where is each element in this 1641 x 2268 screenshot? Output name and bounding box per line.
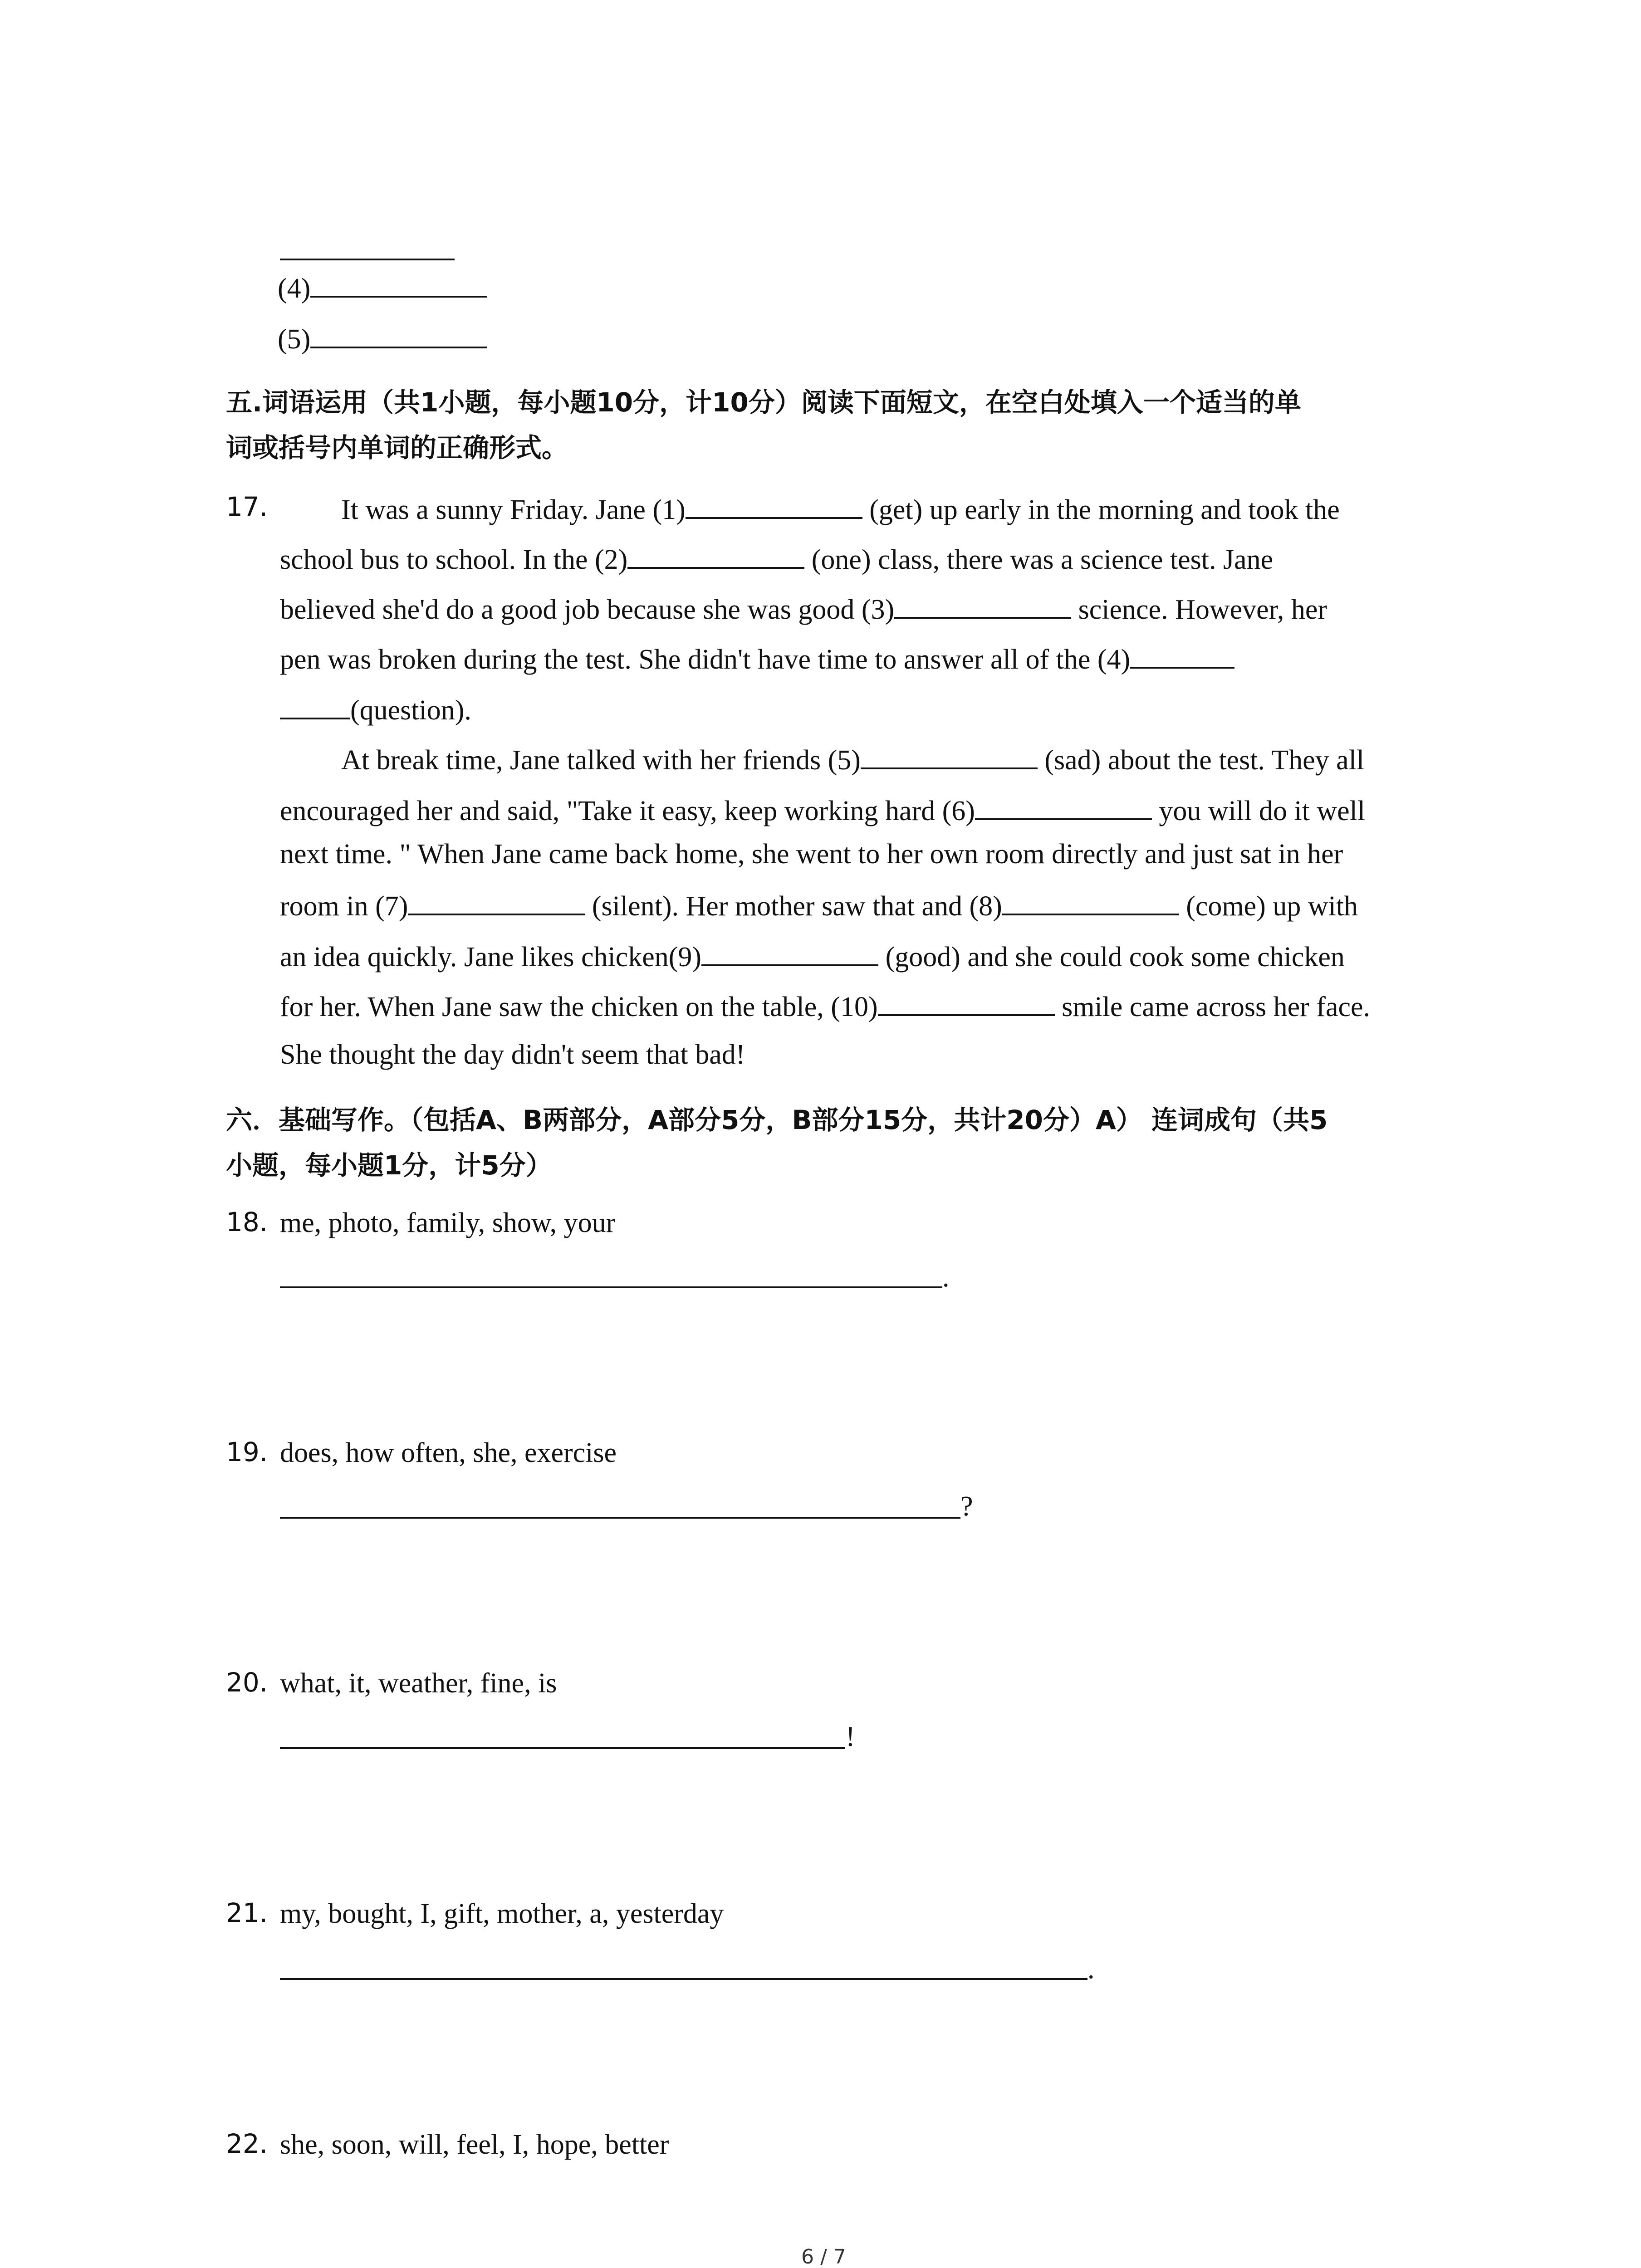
blank-4-part-2[interactable] (280, 694, 350, 719)
question-21-answer-line[interactable] (280, 1978, 1087, 1980)
blank-9[interactable] (701, 941, 878, 966)
question-22-words: she, soon, will, feel, I, hope, better (280, 2129, 669, 2160)
passage-text: smile came across her face. (1062, 992, 1371, 1022)
passage-text: (question). (350, 695, 471, 726)
blank-2[interactable] (627, 543, 804, 569)
passage-text: (sad) about the test. They all (1044, 745, 1365, 776)
passage-line-10 (280, 941, 1345, 971)
passage-text: room in (7) (280, 891, 408, 922)
passage-line-3 (280, 593, 1327, 624)
passage-line-5 (280, 694, 471, 724)
blank-4-part-1[interactable] (1130, 643, 1234, 669)
answer-line-3-continued[interactable] (280, 259, 455, 260)
question-21-words: my, bought, I, gift, mother, a, yesterday (280, 1898, 724, 1929)
question-22-number: 22. (226, 2128, 268, 2159)
passage-text: pen was broken during the test. She didn't have time to answer all of the (4) (280, 644, 1131, 675)
question-20-words: what, it, weather, fine, is (280, 1668, 557, 1699)
question-20-end-mark: ! (846, 1721, 855, 1752)
passage-line-12: She thought the day didn't seem that bad! (280, 1039, 745, 1070)
question-20-answer-line[interactable] (280, 1747, 845, 1749)
question-21-number: 21. (226, 1897, 268, 1928)
passage-text: for her. When Jane saw the chicken on the table, (10) (280, 992, 878, 1022)
passage-text: an idea quickly. Jane likes chicken(9) (280, 942, 702, 973)
blank-7[interactable] (408, 890, 585, 915)
blank-10[interactable] (878, 991, 1055, 1016)
passage-line-4 (280, 643, 1234, 674)
question-19-answer-line[interactable] (280, 1517, 960, 1519)
passage-text: you will do it well (1159, 796, 1366, 826)
item-5-blank[interactable] (310, 323, 487, 348)
question-18-words: me, photo, family, show, your (280, 1207, 616, 1238)
passage-line-9 (280, 890, 1358, 920)
section-6-heading-line-2: 小题，每小题1分，计5分） (226, 1150, 552, 1181)
passage-text: (one) class, there was a science test. Jane (811, 544, 1274, 575)
item-4-blank[interactable] (310, 272, 487, 298)
passage-text: encouraged her and said, "Take it easy, keep working hard (6) (280, 796, 975, 826)
question-18-number: 18. (226, 1207, 268, 1237)
question-17-number: 17. (226, 491, 268, 522)
section-5-heading-line-2: 词或括号内单词的正确形式。 (226, 432, 568, 463)
blank-8[interactable] (1002, 890, 1179, 915)
passage-text: science. However, her (1078, 594, 1327, 625)
question-20-number: 20. (226, 1667, 268, 1698)
page-number: 6 / 7 (801, 2245, 846, 2268)
passage-text: (good) and she could cook some chicken (885, 942, 1345, 973)
passage-text: (come) up with (1186, 891, 1358, 922)
question-19-number: 19. (226, 1437, 268, 1467)
passage-text: school bus to school. In the (2) (280, 544, 628, 575)
passage-line-8: next time. " When Jane came back home, she went to her own room directly and just sat in her (280, 839, 1343, 870)
blank-6[interactable] (975, 795, 1152, 820)
question-21-end-mark: . (1087, 1954, 1095, 1984)
blank-5[interactable] (861, 744, 1038, 769)
item-4-label: (4) (278, 273, 311, 304)
question-18-answer-line[interactable] (280, 1286, 942, 1288)
item-5-label: (5) (278, 324, 311, 355)
passage-line-7 (280, 795, 1365, 825)
question-19-end-mark: ? (960, 1491, 973, 1522)
passage-text: (silent). Her mother saw that and (8) (592, 891, 1002, 922)
item-4 (278, 272, 487, 303)
passage-line-6 (341, 744, 1364, 774)
section-6-heading-line-1: 六．基础写作。（包括A、B两部分，A部分5分，B部分15分，共计20分）A） 连词成句（共5 (226, 1105, 1328, 1135)
passage-line-11 (280, 991, 1370, 1021)
blank-1[interactable] (686, 494, 862, 519)
passage-text: believed she'd do a good job because she was good (3) (280, 594, 895, 625)
question-19-words: does, how often, she, exercise (280, 1437, 617, 1468)
passage-text: At break time, Jane talked with her friends (5) (341, 745, 861, 776)
passage-text: It was a sunny Friday. Jane (1) (341, 494, 686, 525)
item-5 (278, 323, 487, 353)
passage-text: (get) up early in the morning and took the (869, 494, 1340, 525)
section-5-heading-line-1: 五.词语运用（共1小题，每小题10分，计10分）阅读下面短文，在空白处填入一个适当的单 (226, 387, 1301, 418)
blank-3[interactable] (894, 593, 1071, 619)
passage-line-1 (341, 494, 1340, 524)
passage-line-2 (280, 543, 1273, 574)
question-18-end-mark: . (942, 1262, 950, 1293)
